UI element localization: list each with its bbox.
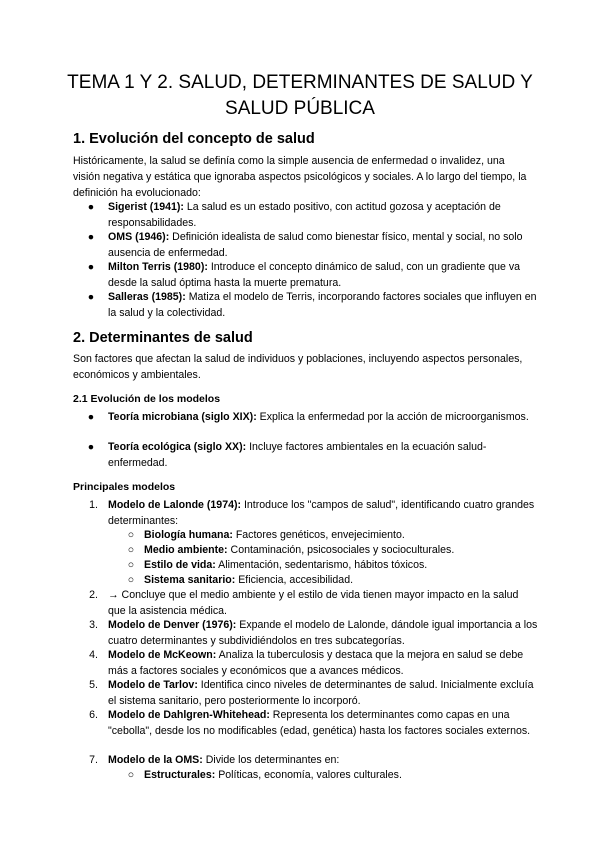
list-item bbox=[144, 572, 534, 588]
list-item bbox=[108, 289, 538, 321]
bullet-icon: ● bbox=[87, 201, 95, 213]
list-item-text: Definición idealista de salud como bienestar físico, mental y social, no solo ausencia de enfermedad. bbox=[108, 231, 523, 259]
bullet-icon: ● bbox=[87, 231, 95, 243]
list-number: 4. bbox=[89, 649, 98, 661]
list-item bbox=[108, 587, 538, 619]
list-item bbox=[108, 752, 538, 768]
section-1-intro: Históricamente, la salud se definía como la simple ausencia de enfermedad o invalidez, una visión negativa y estática que ignoraba aspectos psicológicos y sociales. A lo largo del tiempo, la definición ha evolucionado: bbox=[73, 155, 527, 199]
list-item-text: Factores genéticos, envejecimiento. bbox=[232, 529, 405, 541]
list-item-text: Políticas, economía, valores culturales. bbox=[215, 769, 402, 781]
list-item-text: Representa los determinantes como capas en una "cebolla", desde los no modificables (edad, genética) hasta los factores sociales externos. bbox=[108, 709, 531, 737]
circle-bullet-icon: ○ bbox=[127, 529, 135, 541]
circle-bullet-icon: ○ bbox=[127, 574, 135, 586]
list-item-text: Contaminación, psicosociales y socioculturales. bbox=[227, 544, 455, 556]
list-item-term: Modelo de Tarlov: bbox=[108, 679, 198, 691]
title-line-1: TEMA 1 Y 2. SALUD, DETERMINANTES DE SALUD Y bbox=[67, 72, 533, 93]
document-title bbox=[40, 70, 560, 122]
list-item bbox=[144, 542, 534, 558]
list-item-text: Introduce el concepto dinámico de salud, con un gradiente que va desde la salud óptima hasta la muerte prematura. bbox=[108, 261, 521, 289]
list-item-term: OMS (1946): bbox=[108, 231, 170, 243]
list-item-term: Modelo de McKeown: bbox=[108, 649, 217, 661]
list-item bbox=[108, 707, 538, 739]
list-item-term: Modelo de la OMS: bbox=[108, 754, 203, 766]
list-item-term: Biología humana: bbox=[144, 529, 233, 541]
list-item bbox=[144, 527, 534, 543]
list-item-text: Introduce los "campos de salud", identificando cuatro grandes determinantes: bbox=[108, 499, 535, 527]
list-item bbox=[108, 497, 538, 529]
list-item-term: Modelo de Dahlgren-Whitehead: bbox=[108, 709, 270, 721]
bullet-icon: ● bbox=[87, 411, 95, 423]
list-item-term: Milton Terris (1980): bbox=[108, 261, 208, 273]
list-item-term: Medio ambiente: bbox=[144, 544, 228, 556]
list-item-text: Identifica cinco niveles de determinantes de salud. Inicialmente excluía el sistema sanitario, pero posteriormente lo incorporó. bbox=[108, 679, 534, 707]
list-item bbox=[108, 617, 538, 649]
list-item-text: Divide los determinantes en: bbox=[202, 754, 340, 766]
section-2-heading: 2. Determinantes de salud bbox=[73, 330, 253, 346]
list-item-text: La salud es un estado positivo, con actitud gozosa y aceptación de responsabilidades. bbox=[108, 201, 501, 229]
bullet-icon: ● bbox=[87, 291, 95, 303]
section-1-heading: 1. Evolución del concepto de salud bbox=[73, 131, 315, 147]
title-line-2: SALUD PÚBLICA bbox=[225, 98, 375, 119]
list-item-text: → Concluye que el medio ambiente y el estilo de vida tienen mayor impacto en la salud que la asistencia médica. bbox=[108, 589, 519, 617]
bullet-icon: ● bbox=[87, 261, 95, 273]
list-item bbox=[108, 439, 538, 471]
list-item bbox=[108, 409, 538, 425]
list-item-text: Explica la enfermedad por la acción de microorganismos. bbox=[256, 411, 529, 423]
list-item-text: Expande el modelo de Lalonde, dándole igual importancia a los cuatro determinantes y subdividiéndolos en tres subcategorías. bbox=[108, 619, 538, 647]
list-item-text: Incluye factores ambientales en la ecuación salud-enfermedad. bbox=[108, 441, 487, 469]
list-item-text: Alimentación, sedentarismo, hábitos tóxicos. bbox=[215, 559, 428, 571]
list-item bbox=[108, 259, 538, 291]
list-number: 3. bbox=[89, 619, 98, 631]
list-item-term: Estructurales: bbox=[144, 769, 216, 781]
list-item bbox=[108, 199, 538, 231]
list-item-term: Teoría ecológica (siglo XX): bbox=[108, 441, 247, 453]
list-number: 5. bbox=[89, 679, 98, 691]
list-item-term: Modelo de Lalonde (1974): bbox=[108, 499, 242, 511]
principales-modelos-heading: Principales modelos bbox=[73, 481, 176, 493]
list-number: 2. bbox=[89, 589, 98, 601]
list-item-term: Sigerist (1941): bbox=[108, 201, 184, 213]
circle-bullet-icon: ○ bbox=[127, 559, 135, 571]
list-item-term: Estilo de vida: bbox=[144, 559, 216, 571]
list-item-term: Teoría microbiana (siglo XIX): bbox=[108, 411, 257, 423]
list-item bbox=[108, 677, 538, 709]
list-item bbox=[108, 229, 538, 261]
circle-bullet-icon: ○ bbox=[127, 544, 135, 556]
circle-bullet-icon: ○ bbox=[127, 769, 135, 781]
list-item-term: Modelo de Denver (1976): bbox=[108, 619, 237, 631]
list-number: 6. bbox=[89, 709, 98, 721]
list-item-text: Matiza el modelo de Terris, incorporando factores sociales que influyen en la salud y la colectividad. bbox=[108, 291, 537, 319]
list-item-term: Sistema sanitario: bbox=[144, 574, 236, 586]
bullet-icon: ● bbox=[87, 441, 95, 453]
list-item bbox=[144, 767, 534, 783]
subsection-2-1-heading: 2.1 Evolución de los modelos bbox=[73, 393, 221, 405]
list-item-text: Eficiencia, accesibilidad. bbox=[235, 574, 354, 586]
list-item bbox=[108, 647, 538, 679]
list-item-text: Analiza la tuberculosis y destaca que la mejora en salud se debe más a factores sociales y económicos que a avances médicos. bbox=[108, 649, 524, 677]
list-item bbox=[144, 557, 534, 573]
list-item-term: Salleras (1985): bbox=[108, 291, 186, 303]
section-2-intro: Son factores que afectan la salud de individuos y poblaciones, incluyendo aspectos personales, económicos y ambientales. bbox=[73, 353, 523, 381]
list-number: 7. bbox=[89, 754, 98, 766]
list-number: 1. bbox=[89, 499, 98, 511]
